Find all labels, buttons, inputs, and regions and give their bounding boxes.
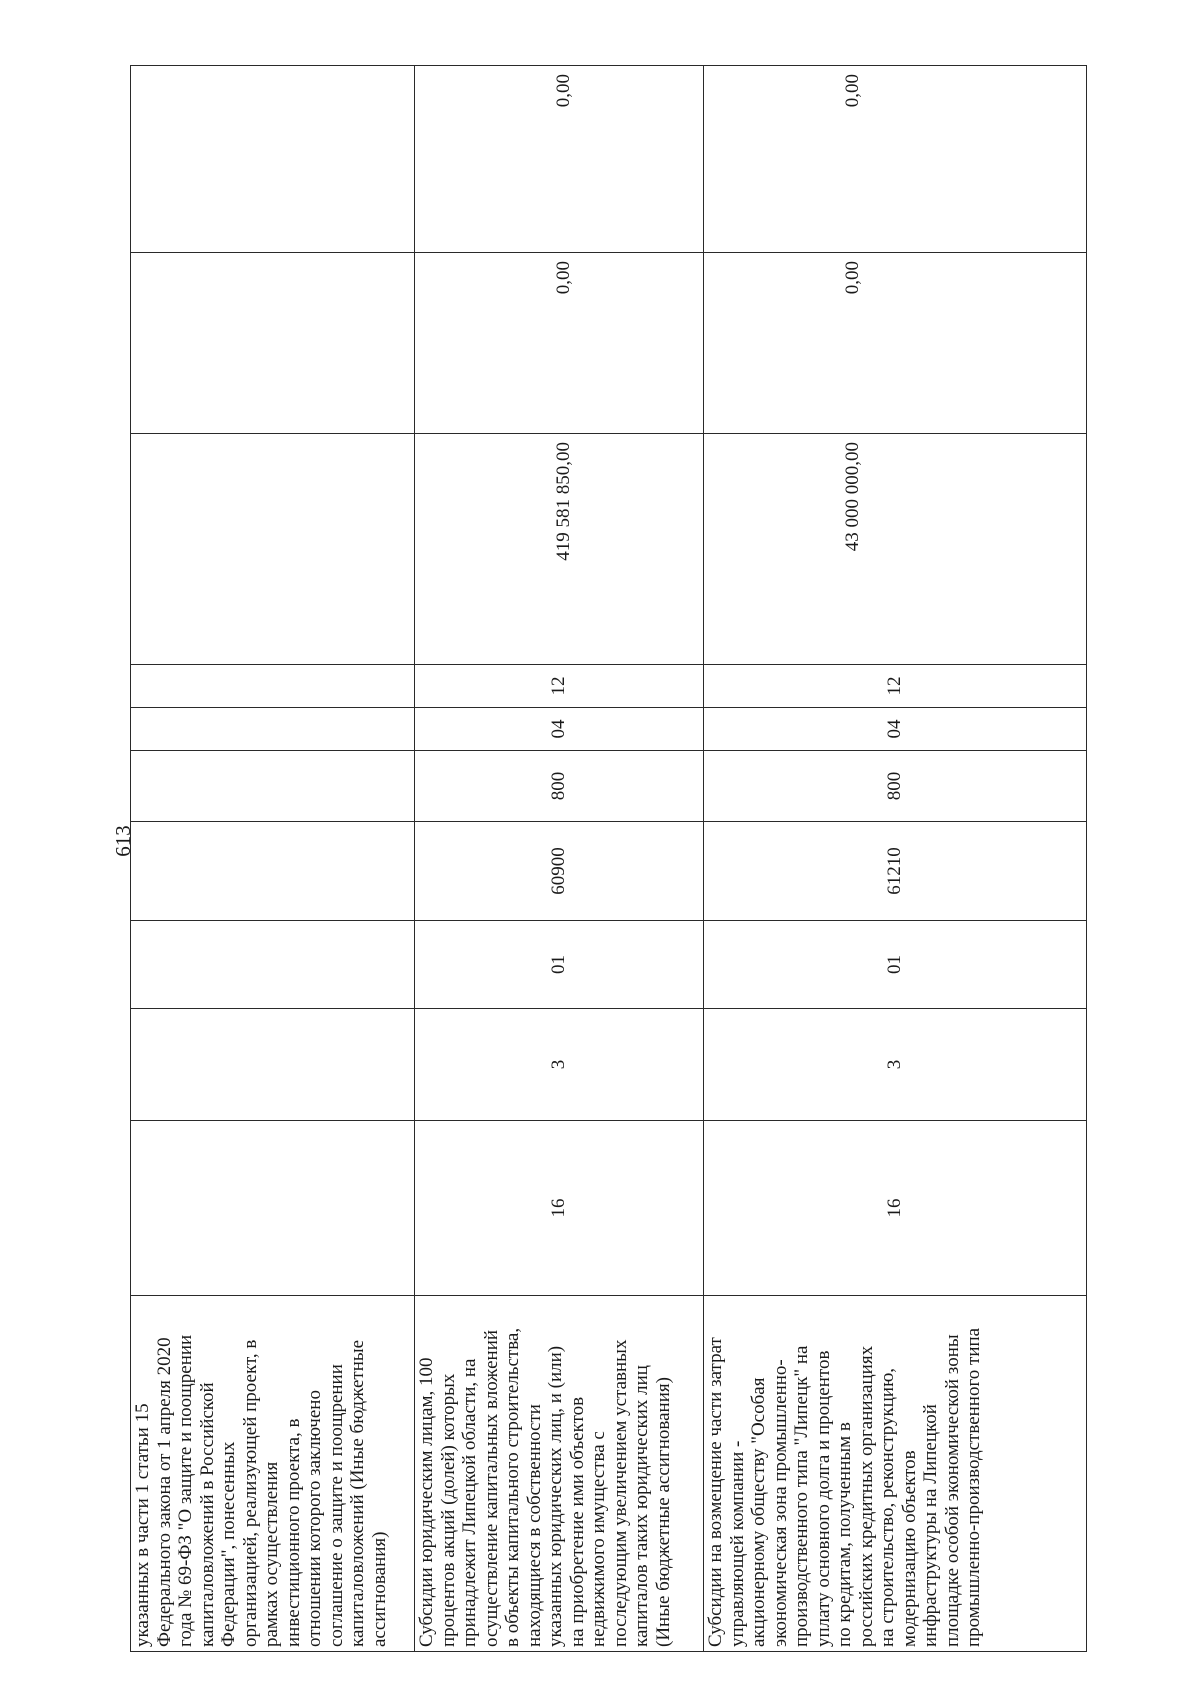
amount-3-cell: 0,00 xyxy=(415,66,704,253)
description-line: капиталов таких юридических лиц xyxy=(631,1365,652,1647)
description-line: управляющей компании - xyxy=(726,1440,748,1647)
description-line: осуществление капитальных вложений xyxy=(480,1329,502,1647)
description-line: капиталовложений в Российской xyxy=(196,1382,218,1647)
page-number: 613 xyxy=(111,825,135,857)
code-2-cell: 3 xyxy=(415,1009,704,1121)
description-line: отношении которого заключено xyxy=(304,1390,325,1647)
description-line: Федерации", понесенных xyxy=(218,1441,239,1647)
description-line: экономическая зона промышленно- xyxy=(769,1359,791,1647)
table-row xyxy=(415,66,704,1652)
description-cell xyxy=(131,1296,415,1652)
description-line: Субсидии на возмещение части затрат xyxy=(705,1337,726,1647)
code-6-cell: 04 xyxy=(704,708,1087,751)
code-6-cell xyxy=(131,708,415,751)
amount-1-cell: 419 581 850,00 xyxy=(415,434,704,665)
description-line: рамках осуществления xyxy=(261,1461,282,1647)
description-line: российских кредитных организациях xyxy=(855,1345,877,1647)
amount-2-cell: 0,00 xyxy=(415,253,704,434)
description-line: последующим увеличением уставных xyxy=(609,1339,631,1647)
code-7-cell: 12 xyxy=(415,665,704,708)
description-line: (Иные бюджетные ассигнования) xyxy=(652,1377,674,1647)
rotated-table-frame xyxy=(130,66,1086,1652)
amount-2-cell: 0,00 xyxy=(704,253,1087,434)
description-cell xyxy=(704,1296,1087,1652)
description-line: уплату основного долга и процентов xyxy=(812,1350,834,1647)
description-line: на строительство, реконструкцию, xyxy=(877,1367,898,1647)
description-line: на приобретение ими объектов xyxy=(566,1396,588,1647)
table-row xyxy=(131,66,415,1652)
amount-3-cell xyxy=(131,66,415,253)
amount-1-cell: 43 000 000,00 xyxy=(704,434,1087,665)
description-line: капиталовложений (Иные бюджетные xyxy=(347,1339,368,1647)
amount-3-cell: 0,00 xyxy=(704,66,1087,253)
code-2-cell xyxy=(131,1009,415,1121)
description-line: указанных в части 1 статьи 15 xyxy=(132,1403,153,1647)
description-line: инфраструктуры на Липецкой xyxy=(920,1404,941,1647)
description-line: инвестиционного проекта, в xyxy=(282,1418,304,1647)
code-5-cell: 800 xyxy=(704,751,1087,822)
code-7-cell: 12 xyxy=(704,665,1087,708)
description-line: производственного типа "Липецк" на xyxy=(791,1345,812,1647)
description-cell xyxy=(415,1296,704,1652)
description-line: модернизацию объектов xyxy=(898,1450,920,1647)
code-5-cell: 800 xyxy=(415,751,704,822)
amount-1-cell xyxy=(131,434,415,665)
code-1-cell: 16 xyxy=(415,1121,704,1296)
description-line: организацией, реализующей проект, в xyxy=(239,1339,261,1647)
rotated-table-sheet xyxy=(130,66,1086,1652)
description-line: Субсидии юридическим лицам, 100 xyxy=(416,1357,437,1647)
description-line: в объекты капитального строительства, xyxy=(502,1327,523,1647)
code-3-cell: 01 xyxy=(415,921,704,1009)
description-line: акционерному обществу "Особая xyxy=(748,1377,769,1647)
description-line: недвижимого имущества с xyxy=(588,1431,609,1647)
amount-2-cell xyxy=(131,253,415,434)
code-5-cell xyxy=(131,751,415,822)
description-line: принадлежит Липецкой области, на xyxy=(459,1358,480,1647)
code-4-cell xyxy=(131,822,415,921)
code-7-cell xyxy=(131,665,415,708)
description-line: ассигнования) xyxy=(368,1531,390,1647)
code-4-cell: 61210 xyxy=(704,822,1087,921)
budget-table xyxy=(130,65,1087,1652)
description-line: промышленно-производственного типа xyxy=(963,1327,984,1647)
code-3-cell xyxy=(131,921,415,1009)
description-line: года № 69-ФЗ "О защите и поощрении xyxy=(175,1334,196,1647)
code-1-cell xyxy=(131,1121,415,1296)
description-line: соглашение о защите и поощрении xyxy=(325,1364,347,1647)
description-line: процентов акций (долей) которых xyxy=(437,1373,459,1647)
description-line: площадке особой экономической зоны xyxy=(941,1334,963,1647)
description-line: Федерального закона от 1 апреля 2020 xyxy=(153,1337,175,1647)
table-row xyxy=(704,66,1087,1652)
code-3-cell: 01 xyxy=(704,921,1087,1009)
code-6-cell: 04 xyxy=(415,708,704,751)
description-line: по кредитам, полученным в xyxy=(834,1422,855,1647)
description-line: находящиеся в собственности xyxy=(523,1404,545,1647)
description-line: указанных юридических лиц, и (или) xyxy=(545,1345,566,1647)
code-4-cell: 60900 xyxy=(415,822,704,921)
code-2-cell: 3 xyxy=(704,1009,1087,1121)
code-1-cell: 16 xyxy=(704,1121,1087,1296)
